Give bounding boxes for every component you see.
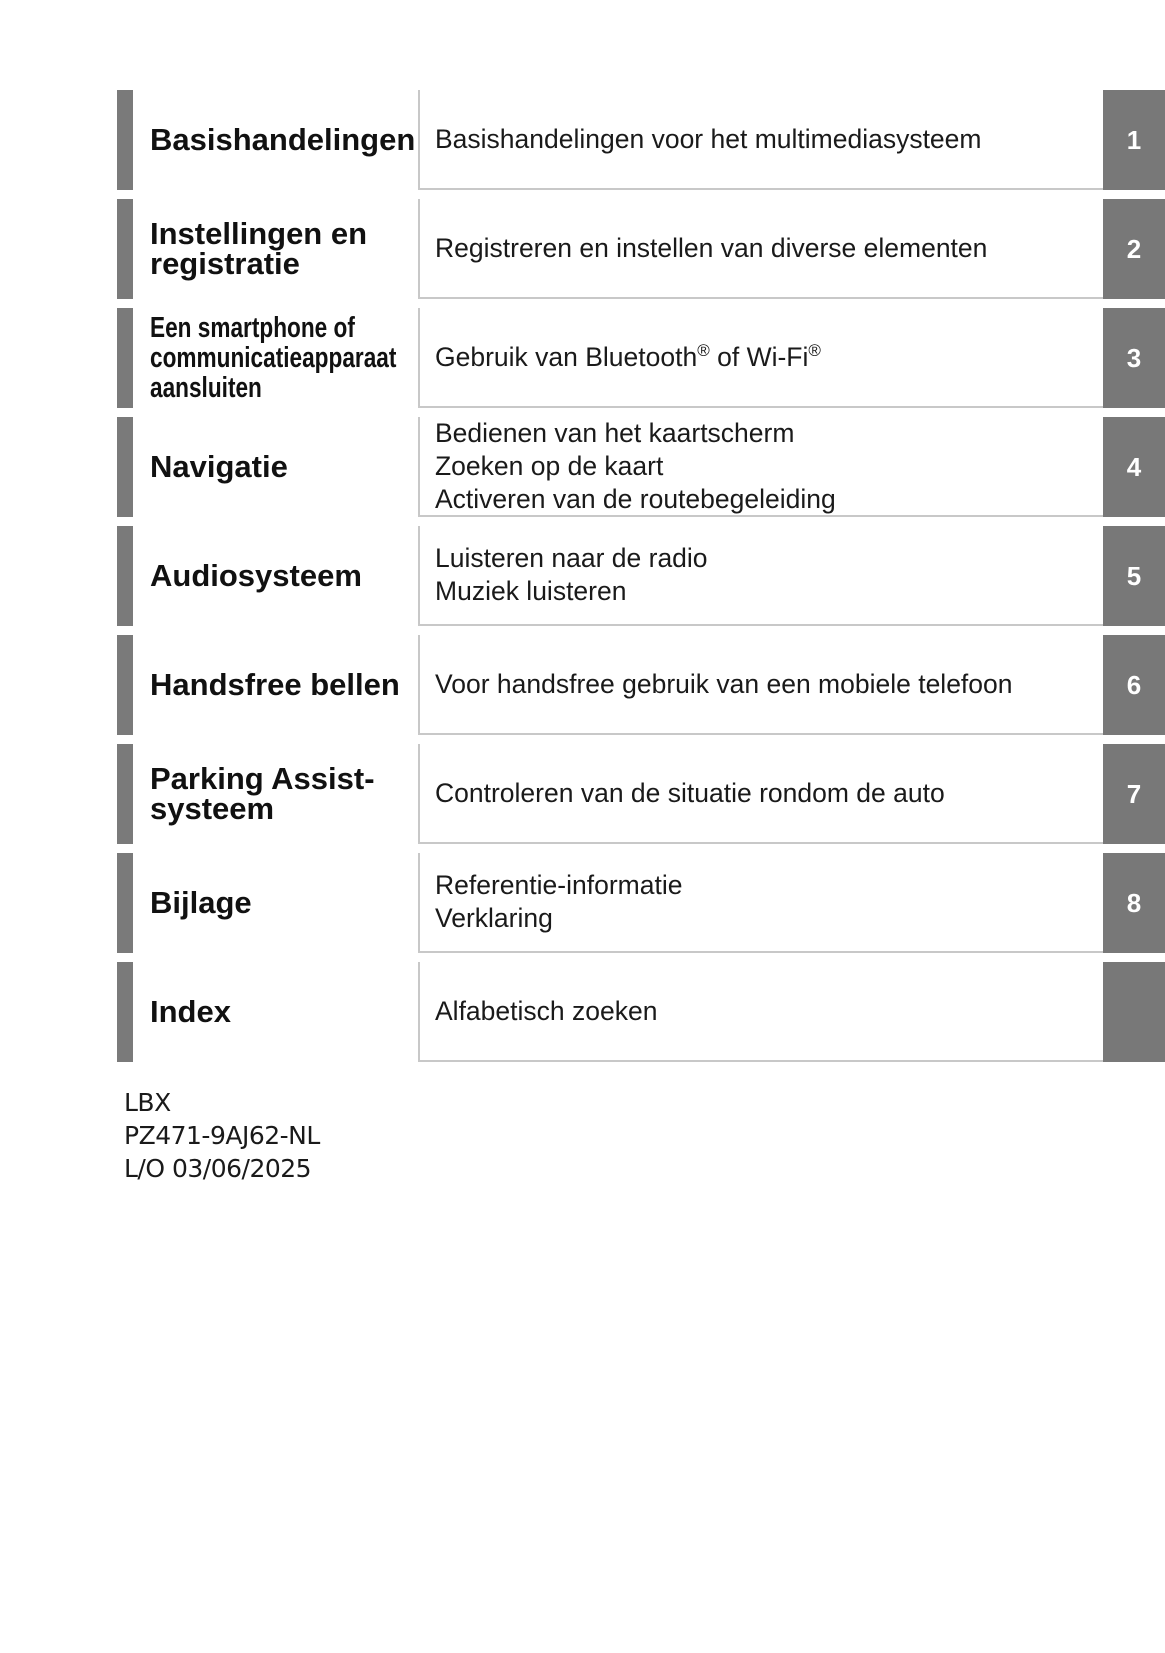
description-line (435, 341, 1117, 374)
chapter-tab-1[interactable]: 1 (1103, 90, 1165, 190)
description-line: Zoeken op de kaart (435, 450, 664, 481)
section-description (418, 308, 1117, 408)
description-line: Verklaring (435, 903, 553, 933)
toc-row-handsfree[interactable] (117, 635, 1165, 735)
layout-date: L/O 03/06/2025 (124, 1154, 312, 1183)
section-marker-bar (117, 635, 133, 735)
description-line: Basishandelingen voor het multimediasysteem (435, 123, 982, 154)
section-description (418, 962, 1117, 1062)
section-title (150, 308, 410, 408)
description-line: Referentie-informatie (435, 870, 683, 900)
toc-row-smartphone[interactable] (117, 308, 1165, 408)
chapter-tab-8[interactable]: 8 (1103, 853, 1165, 953)
description-line: Luisteren naar de radio (435, 543, 708, 573)
section-description (418, 635, 1117, 735)
registered-mark: ® (808, 340, 821, 360)
section-title-line: systeem (150, 791, 275, 826)
toc-row-parking-assist[interactable] (117, 744, 1165, 844)
section-title (150, 744, 410, 844)
toc-row-navigatie[interactable] (117, 417, 1165, 517)
registered-mark: ® (697, 340, 710, 360)
section-title: Handsfree bellen (150, 667, 400, 702)
chapter-tab-2[interactable]: 2 (1103, 199, 1165, 299)
chapter-tab-6[interactable]: 6 (1103, 635, 1165, 735)
section-marker-bar (117, 526, 133, 626)
section-marker-bar (117, 90, 133, 190)
section-title-line: Parking Assist- (150, 761, 375, 796)
section-title-line: communicatieapparaat (150, 342, 397, 374)
description-line: Muziek luisteren (435, 576, 627, 606)
description-line: Controleren van de situatie rondom de auto (435, 777, 945, 808)
section-title: Instellingen en registratie (150, 216, 368, 281)
description-line: Registreren en instellen van diverse elementen (435, 232, 988, 263)
chapter-tab-5[interactable]: 5 (1103, 526, 1165, 626)
section-marker-bar (117, 853, 133, 953)
text-part: of Wi-Fi (709, 341, 809, 372)
description-line: Activeren van de routebegeleiding (435, 483, 836, 514)
section-marker-bar (117, 962, 133, 1062)
document-footer (124, 1086, 320, 1185)
section-title: Index (150, 994, 231, 1029)
section-title: Navigatie (150, 449, 288, 484)
section-description (418, 90, 1117, 190)
section-description (418, 199, 1117, 299)
description-line: Bedienen van het kaartscherm (435, 417, 795, 448)
description-line: Alfabetisch zoeken (435, 995, 658, 1026)
section-marker-bar (117, 744, 133, 844)
chapter-tab-index[interactable] (1103, 962, 1165, 1062)
section-marker-bar (117, 199, 133, 299)
part-number: PZ471-9AJ62-NL (124, 1121, 320, 1150)
toc-row-audiosysteem[interactable] (117, 526, 1165, 626)
toc-row-instellingen[interactable] (117, 199, 1165, 299)
section-description (418, 853, 1117, 953)
section-title-line: aansluiten (150, 372, 262, 404)
toc-row-bijlage[interactable] (117, 853, 1165, 953)
toc-row-index[interactable] (117, 962, 1165, 1062)
section-marker-bar (117, 417, 133, 517)
text-part: Gebruik van Bluetooth (435, 341, 698, 372)
section-description (418, 744, 1117, 844)
chapter-tab-7[interactable]: 7 (1103, 744, 1165, 844)
section-title: Basishandelingen (150, 122, 416, 157)
section-description (418, 417, 1117, 517)
section-description (418, 526, 1117, 626)
section-marker-bar (117, 308, 133, 408)
toc-row-basishandelingen[interactable] (117, 90, 1165, 190)
section-title: Audiosysteem (150, 558, 362, 593)
chapter-tab-3[interactable]: 3 (1103, 308, 1165, 408)
chapter-tab-4[interactable]: 4 (1103, 417, 1165, 517)
section-title: Bijlage (150, 885, 252, 920)
model-name: LBX (124, 1088, 171, 1117)
description-line: Voor handsfree gebruik van een mobiele telefoon (435, 668, 1013, 699)
section-title-line: Een smartphone of (150, 312, 355, 344)
